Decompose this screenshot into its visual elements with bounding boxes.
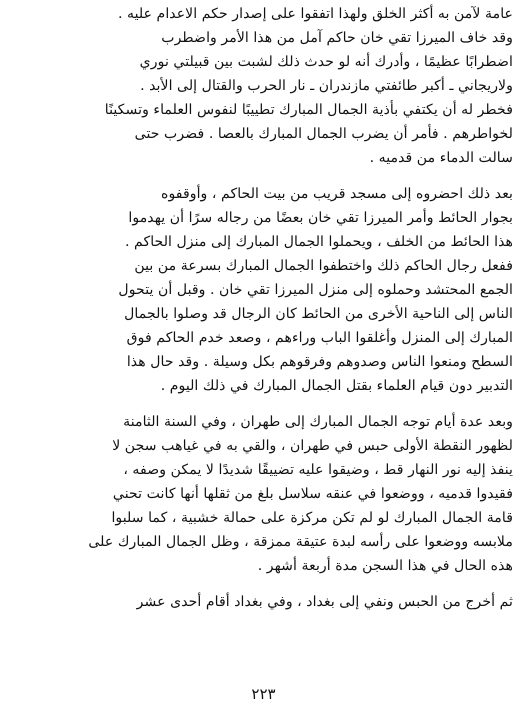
- text-line: لظهور النقطة الأولى حبس في طهران ، والقي به في غياهب سجن لا: [112, 438, 513, 454]
- paragraph-gap: [20, 578, 513, 590]
- text-line: فخطر له أن يكتفي بأذية الجمال المبارك تطييبًا لنفوس العلماء وتسكينًا: [104, 102, 513, 118]
- text-line: هذه الحال في هذا السجن مدة أربعة أشهر .: [257, 558, 513, 574]
- body-text: [20, 2, 513, 614]
- text-line: الناس إلى الناحية الأخرى من الحائط كان الرجال قد وصلوا بالجمال: [124, 306, 513, 322]
- text-line: قامة الجمال المبارك لو لم تكن مركزة على حمالة خشبية ، كما سلبوا: [111, 510, 513, 526]
- text-line: المبارك إلى المنزل وأغلقوا الباب وراءهم ، وصعد خدم الحاكم فوق: [126, 330, 513, 346]
- paragraph-2: [20, 182, 513, 398]
- text-line: ملابسه ووضعوا على رأسه لبدة عتيقة ممزقة ، وظل الجمال المبارك على: [88, 534, 513, 550]
- text-line: ينفذ إليه نور النهار قط ، وضيقوا عليه تضييقًا شديدًا لا يمكن وصفه ،: [123, 462, 513, 478]
- text-line: ثم أخرج من الحبس ونفي إلى بغداد ، وفي بغداد أقام أحدى عشر: [136, 594, 513, 610]
- text-line: بجوار الحائط وأمر الميرزا تقي خان بعضًا من رجاله سرًا أن يهدموا: [128, 210, 513, 226]
- paragraph-gap: [20, 170, 513, 182]
- text-line: الجمع المحتشد وحملوه إلى منزل الميرزا تقي خان . وقبل أن يتحول: [118, 282, 513, 298]
- paragraph-1: [20, 2, 513, 170]
- paragraph-4: [20, 590, 513, 614]
- text-line: التدبير دون قيام العلماء بقتل الجمال المبارك في ذلك اليوم .: [160, 378, 513, 394]
- text-line: سالت الدماء من قدميه .: [369, 150, 513, 166]
- text-line: السطح ومنعوا الناس وصدوهم وفرقوهم بكل وسيلة . وقد حال هذا: [126, 354, 513, 370]
- text-line: عامة لآمن به أكثر الخلق ولهذا اتفقوا على إصدار حكم الاعدام عليه .: [117, 6, 513, 22]
- text-line: ولاريجاني ـ أكبر طائفتي مازندران ـ نار الحرب والقتال إلى الأبد .: [140, 78, 513, 94]
- paragraph-gap: [20, 398, 513, 410]
- text-line: اضطرابًا عظيمًا ، وأدرك أنه لو حدث ذلك لشبت بين قبيلتي نوري: [139, 54, 513, 70]
- text-line: هذا الحائط من الخلف ، ويحملوا الجمال المبارك إلى منزل الحاكم .: [125, 234, 513, 250]
- text-line: ففعل رجال الحاكم ذلك واختطفوا الجمال المبارك بسرعة من بين: [134, 258, 513, 274]
- page-number: ٢٢٣: [251, 685, 276, 703]
- text-line: لخواطرهم . فأمر أن يضرب الجمال المبارك بالعصا . فضرب حتى: [134, 126, 513, 142]
- text-line: بعد ذلك احضروه إلى مسجد قريب من بيت الحاكم ، وأوقفوه: [161, 186, 513, 202]
- text-line: وبعد عدة أيام توجه الجمال المبارك إلى طهران ، وفي السنة الثامنة: [123, 414, 513, 430]
- text-line: فقيدوا قدميه ، ووضعوا في عنقه سلاسل بلغ من ثقلها أنها كانت تحني: [112, 486, 513, 502]
- text-line: وقد خاف الميرزا تقي خان حاكم آمل من هذا الأمر واضطرب: [161, 30, 513, 46]
- paragraph-3: [20, 410, 513, 578]
